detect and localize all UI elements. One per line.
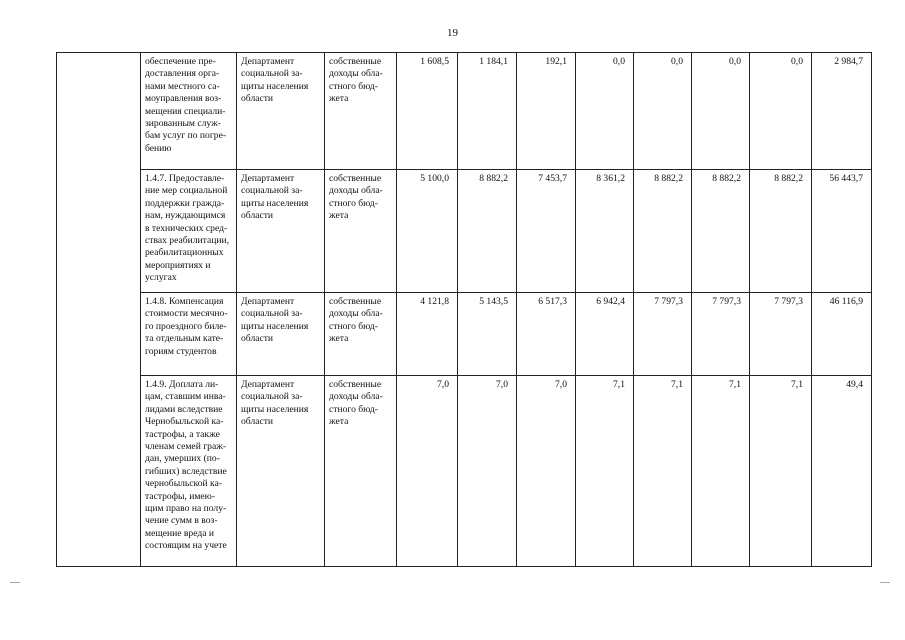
value-cell: 7,0 (458, 376, 517, 567)
value-cell: 7,1 (692, 376, 750, 567)
value-cell: 0,0 (750, 53, 812, 170)
total-cell: 46 116,9 (812, 293, 872, 376)
value-cell: 0,0 (634, 53, 692, 170)
measure-name-cell: 1.4.9. Доплата ли- цам, ставшим инва- лидами вследствие Чернобыльской ка- тастрофы, а также членам семей граж- дан, умерших (по- гибших) вследствие чернобыльской ка- тастрофы, имею- щим право на полу- чение сумм в воз- мещение вреда и состоящим на учете (141, 376, 237, 567)
total-cell: 56 443,7 (812, 170, 872, 293)
executor-cell: Департамент социальной за- щиты населения области (237, 53, 325, 170)
value-cell: 1 184,1 (458, 53, 517, 170)
value-cell: 7,0 (397, 376, 458, 567)
executor-cell: Департамент социальной за- щиты населения области (237, 170, 325, 293)
funding-source-cell: собственные доходы обла- стного бюд- жета (325, 170, 397, 293)
value-cell: 8 882,2 (750, 170, 812, 293)
value-cell: 7 797,3 (692, 293, 750, 376)
value-cell: 7,1 (634, 376, 692, 567)
table-row (57, 170, 872, 293)
value-cell: 6 517,3 (517, 293, 576, 376)
table-row (57, 293, 872, 376)
measure-name-cell: 1.4.7. Предоставле- ние мер социальной поддержки гражда- нам, нуждающимся в технических сред- ствах реабилитации, реабилитационных мероприятиях и услугах (141, 170, 237, 293)
value-cell: 8 882,2 (692, 170, 750, 293)
table-row (57, 376, 872, 567)
scan-edge-mark-left (10, 582, 20, 584)
value-cell: 0,0 (576, 53, 634, 170)
page-number: 19 (447, 27, 458, 39)
funding-source-cell: собственные доходы обла- стного бюд- жета (325, 53, 397, 170)
measure-name-cell: 1.4.8. Компенсация стоимости месячно- го проездного биле- та отдельным кате- гориям студентов (141, 293, 237, 376)
table-row (57, 53, 872, 170)
funding-source-cell: собственные доходы обла- стного бюд- жета (325, 293, 397, 376)
value-cell: 7 797,3 (750, 293, 812, 376)
value-cell: 7,1 (750, 376, 812, 567)
empty-column-cell (57, 53, 141, 567)
value-cell: 6 942,4 (576, 293, 634, 376)
value-cell: 7 453,7 (517, 170, 576, 293)
value-cell: 7,1 (576, 376, 634, 567)
value-cell: 5 100,0 (397, 170, 458, 293)
total-cell: 49,4 (812, 376, 872, 567)
scan-edge-mark-right (880, 582, 890, 584)
value-cell: 192,1 (517, 53, 576, 170)
value-cell: 8 882,2 (458, 170, 517, 293)
budget-table (56, 52, 872, 567)
value-cell: 0,0 (692, 53, 750, 170)
value-cell: 7,0 (517, 376, 576, 567)
value-cell: 1 608,5 (397, 53, 458, 170)
funding-source-cell: собственные доходы обла- стного бюд- жета (325, 376, 397, 567)
total-cell: 2 984,7 (812, 53, 872, 170)
value-cell: 8 361,2 (576, 170, 634, 293)
executor-cell: Департамент социальной за- щиты населения области (237, 293, 325, 376)
value-cell: 5 143,5 (458, 293, 517, 376)
executor-cell: Департамент социальной за- щиты населения области (237, 376, 325, 567)
value-cell: 8 882,2 (634, 170, 692, 293)
measure-name-cell: обеспечение пре- доставления орга- нами местного са- моуправления воз- мещения специали- зированным служ- бам услуг по погре- бению (141, 53, 237, 170)
value-cell: 4 121,8 (397, 293, 458, 376)
value-cell: 7 797,3 (634, 293, 692, 376)
